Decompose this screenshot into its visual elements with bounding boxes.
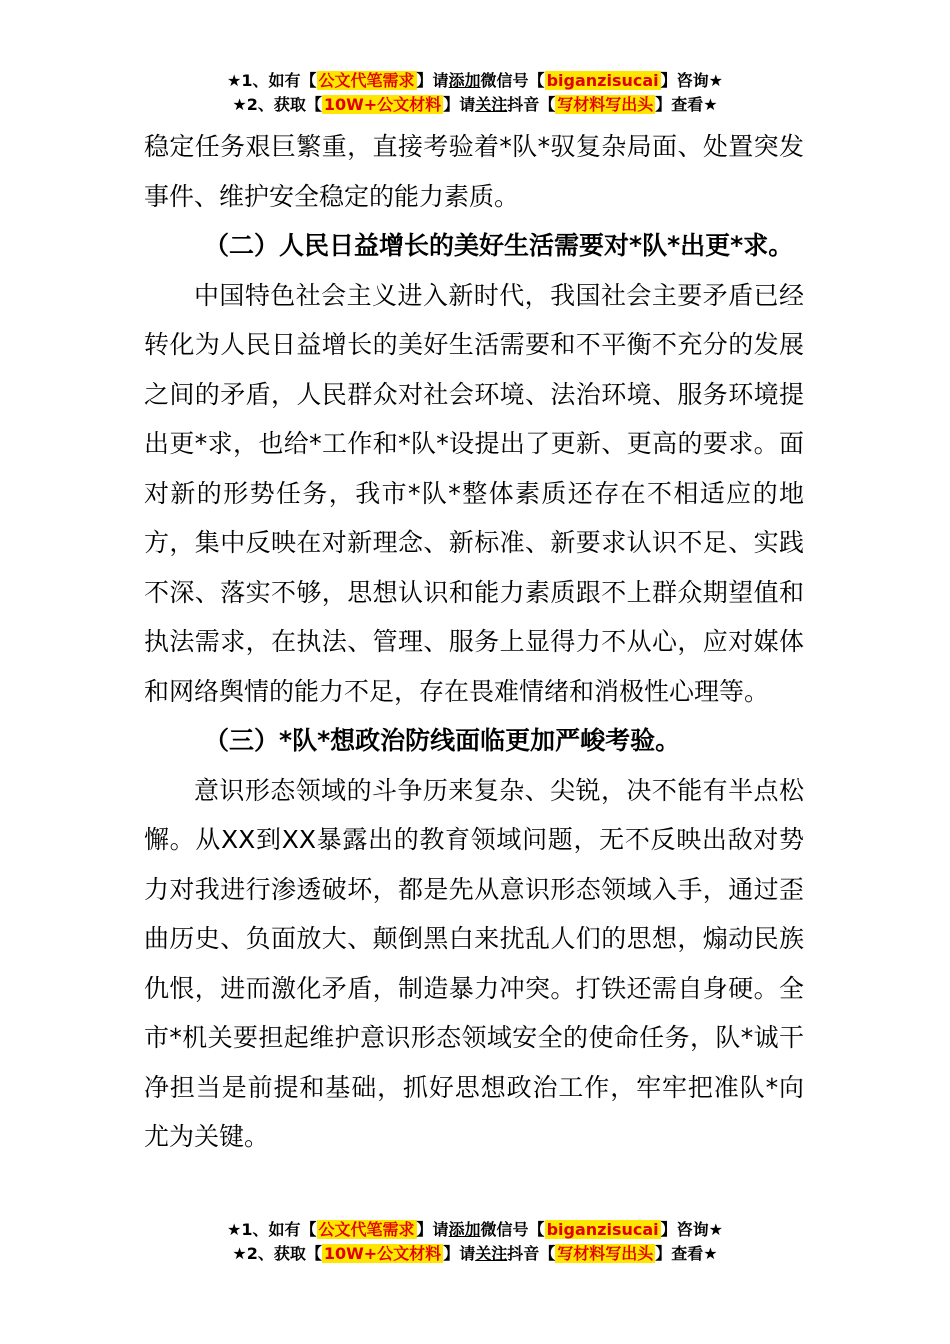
highlight-text: 写材料写出头	[557, 1244, 654, 1263]
footer-banner-line-1: ★1、如有【 公文代笔需求 】请添加微信号【 biganzisucai 】咨询★	[227, 1220, 723, 1239]
paragraph-continued: 稳定任务艰巨繁重，直接考验着*队*驭复杂局面、处置突发事件、维护安全稳定的能力素质。	[144, 132, 804, 211]
paragraph-3: 意识形态领域的斗争历来复杂、尖锐，决不能有半点松懈。从XX到XX暴露出的教育领域问题，无不反映出敌对势力对我进行渗透破坏，都是先从意识形态领域入手，通过歪曲历史、负面放大、颠倒黑白来扰乱人们的思想，煽动民族仇恨，进而激化矛盾，制造暴力冲突。打铁还需自身硬。全市*机关要担起维护意识形态领域安全的使命任务，队*诚干净担当是前提和基础，抓好思想政治工作，牢牢把准队*向尤为关键。	[144, 775, 804, 1151]
header-banner-line-1: ★1、如有【 公文代笔需求 】请添加微信号【 biganzisucai 】咨询★	[227, 71, 723, 90]
header-banner	[0, 69, 950, 117]
highlight-text: 公文代笔需求	[318, 1220, 415, 1239]
highlight-text: biganzisucai	[546, 71, 659, 90]
highlight-text: 写材料写出头	[557, 95, 654, 114]
document-body	[144, 122, 804, 1162]
highlight-text: 10W+公文材料	[323, 95, 442, 114]
footer-banner	[0, 1218, 950, 1266]
highlight-text: 10W+公文材料	[323, 1244, 442, 1263]
footer-banner-line-2: ★2、获取【 10W+公文材料 】请关注抖音【 写材料写出头 】查看★	[232, 1244, 718, 1263]
section-heading-2: （二）人民日益增长的美好生活需要对*队*出更*求。	[204, 231, 794, 260]
paragraph-2: 中国特色社会主义进入新时代，我国社会主要矛盾已经转化为人民日益增长的美好生活需要和不平衡不充分的发展之间的矛盾，人民群众对社会环境、法治环境、服务环境提出更*求，也给*工作和*队*设提出了更新、更高的要求。面对新的形势任务，我市*队*整体素质还存在不相适应的地方，集中反映在对新理念、新标准、新要求认识不足、实践不深、落实不够，思想认识和能力素质跟不上群众期望值和执法需求，在执法、管理、服务上显得力不从心，应对媒体和网络舆情的能力不足，存在畏难情绪和消极性心理等。	[144, 280, 804, 706]
header-banner-line-2: ★2、获取【 10W+公文材料 】请关注抖音【 写材料写出头 】查看★	[232, 95, 718, 114]
section-heading-3: （三）*队*想政治防线面临更加严峻考验。	[204, 726, 681, 755]
highlight-text: biganzisucai	[546, 1220, 659, 1239]
highlight-text: 公文代笔需求	[318, 71, 415, 90]
